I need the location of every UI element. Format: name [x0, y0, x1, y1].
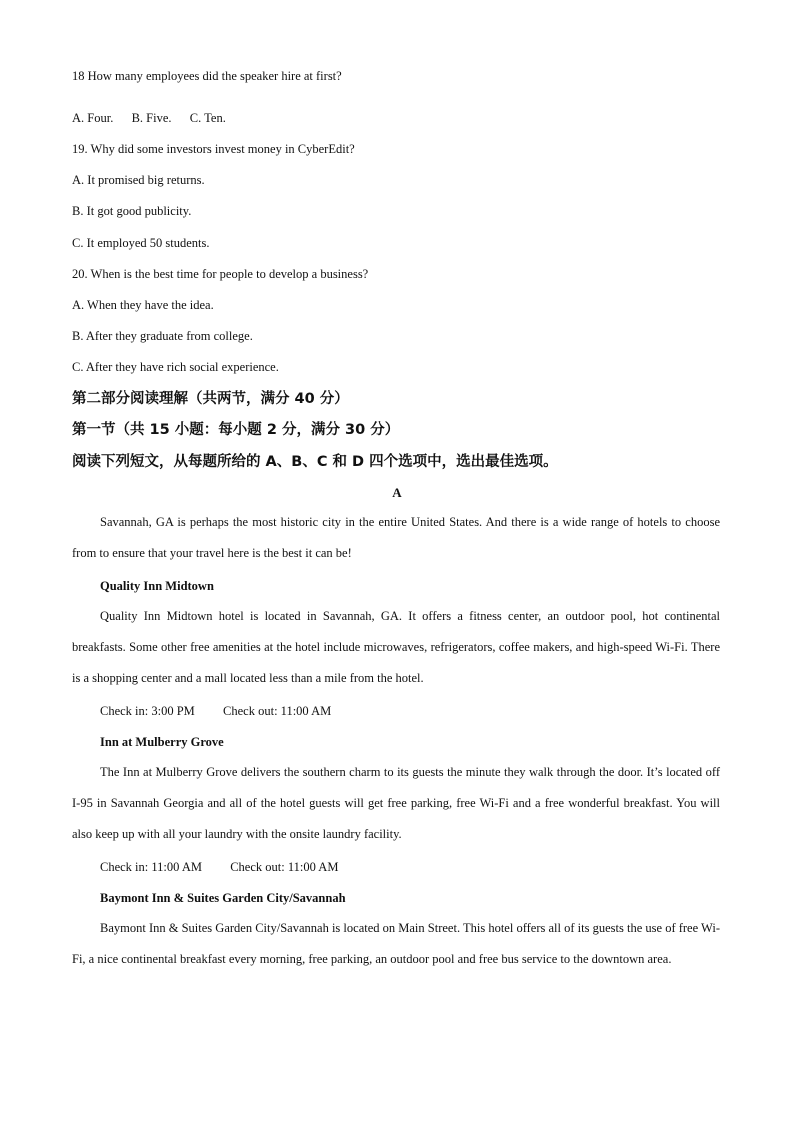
check-in-time: Check in: 3:00 PM	[100, 704, 195, 718]
question-19-option-c: C. It employed 50 students.	[72, 236, 210, 250]
question-20-stem: 20. When is the best time for people to develop a business?	[72, 267, 369, 281]
section-heading: 第一节（共 15 小题：每小题 2 分，满分 30 分）	[72, 422, 400, 438]
check-out-time: Check out: 11:00 AM	[223, 704, 332, 718]
question-20-option-a: A. When they have the idea.	[72, 298, 214, 312]
hotel-description-baymont-inn: Baymont Inn & Suites Garden City/Savannah is located on Main Street. This hotel offers all of its guests the use of free Wi-Fi, a nice continental breakfast every morning, free parking, an outdoor pool and free bus service to the downtown area.	[72, 921, 720, 967]
hotel-description-quality-inn: Quality Inn Midtown hotel is located in Savannah, GA. It offers a fitness center, an outdoor pool, hot continental breakfasts. Some other free amenities at the hotel include microwaves, refrigerators, coffee makers, and high-speed Wi-Fi. There is a shopping center and a mall located less than a mile from the hotel.	[72, 609, 720, 686]
question-18-options	[72, 110, 226, 126]
question-19-option-b: B. It got good publicity.	[72, 204, 192, 218]
question-20-option-c: C. After they have rich social experience.	[72, 360, 279, 374]
instruction: 阅读下列短文，从每题所给的 A、B、C 和 D 四个选项中，选出最佳选项。	[72, 454, 558, 470]
check-out-time: Check out: 11:00 AM	[230, 860, 339, 874]
option-a: A. Four.	[72, 111, 114, 125]
hotel-title-mulberry-grove: Inn at Mulberry Grove	[100, 735, 224, 749]
question-18-stem: 18 How many employees did the speaker hire at first?	[72, 69, 342, 83]
passage-label: A	[392, 485, 402, 500]
hotel-times-quality-inn	[100, 703, 331, 719]
question-19-stem: 19. Why did some investors invest money in CyberEdit?	[72, 142, 355, 156]
question-20-option-b: B. After they graduate from college.	[72, 329, 253, 343]
hotel-title-baymont-inn: Baymont Inn & Suites Garden City/Savannah	[100, 891, 346, 905]
hotel-title-quality-inn: Quality Inn Midtown	[100, 579, 214, 593]
passage-intro: Savannah, GA is perhaps the most historic city in the entire United States. And there is a wide range of hotels to choose from to ensure that your travel here is the best it can be!	[72, 515, 720, 561]
option-b: B. Five.	[131, 111, 172, 125]
check-in-time: Check in: 11:00 AM	[100, 860, 202, 874]
hotel-times-mulberry-grove	[100, 859, 338, 875]
option-c: C. Ten.	[189, 111, 226, 125]
part-heading: 第二部分阅读理解（共两节，满分 40 分）	[72, 391, 349, 407]
question-19-option-a: A. It promised big returns.	[72, 173, 205, 187]
hotel-description-mulberry-grove: The Inn at Mulberry Grove delivers the southern charm to its guests the minute they walk through the door. It’s located off I-95 in Savannah Georgia and all of the hotel guests will get free parking, free Wi-Fi and a free wonderful breakfast. You will also keep up with all your laundry with the onsite laundry facility.	[72, 765, 720, 842]
